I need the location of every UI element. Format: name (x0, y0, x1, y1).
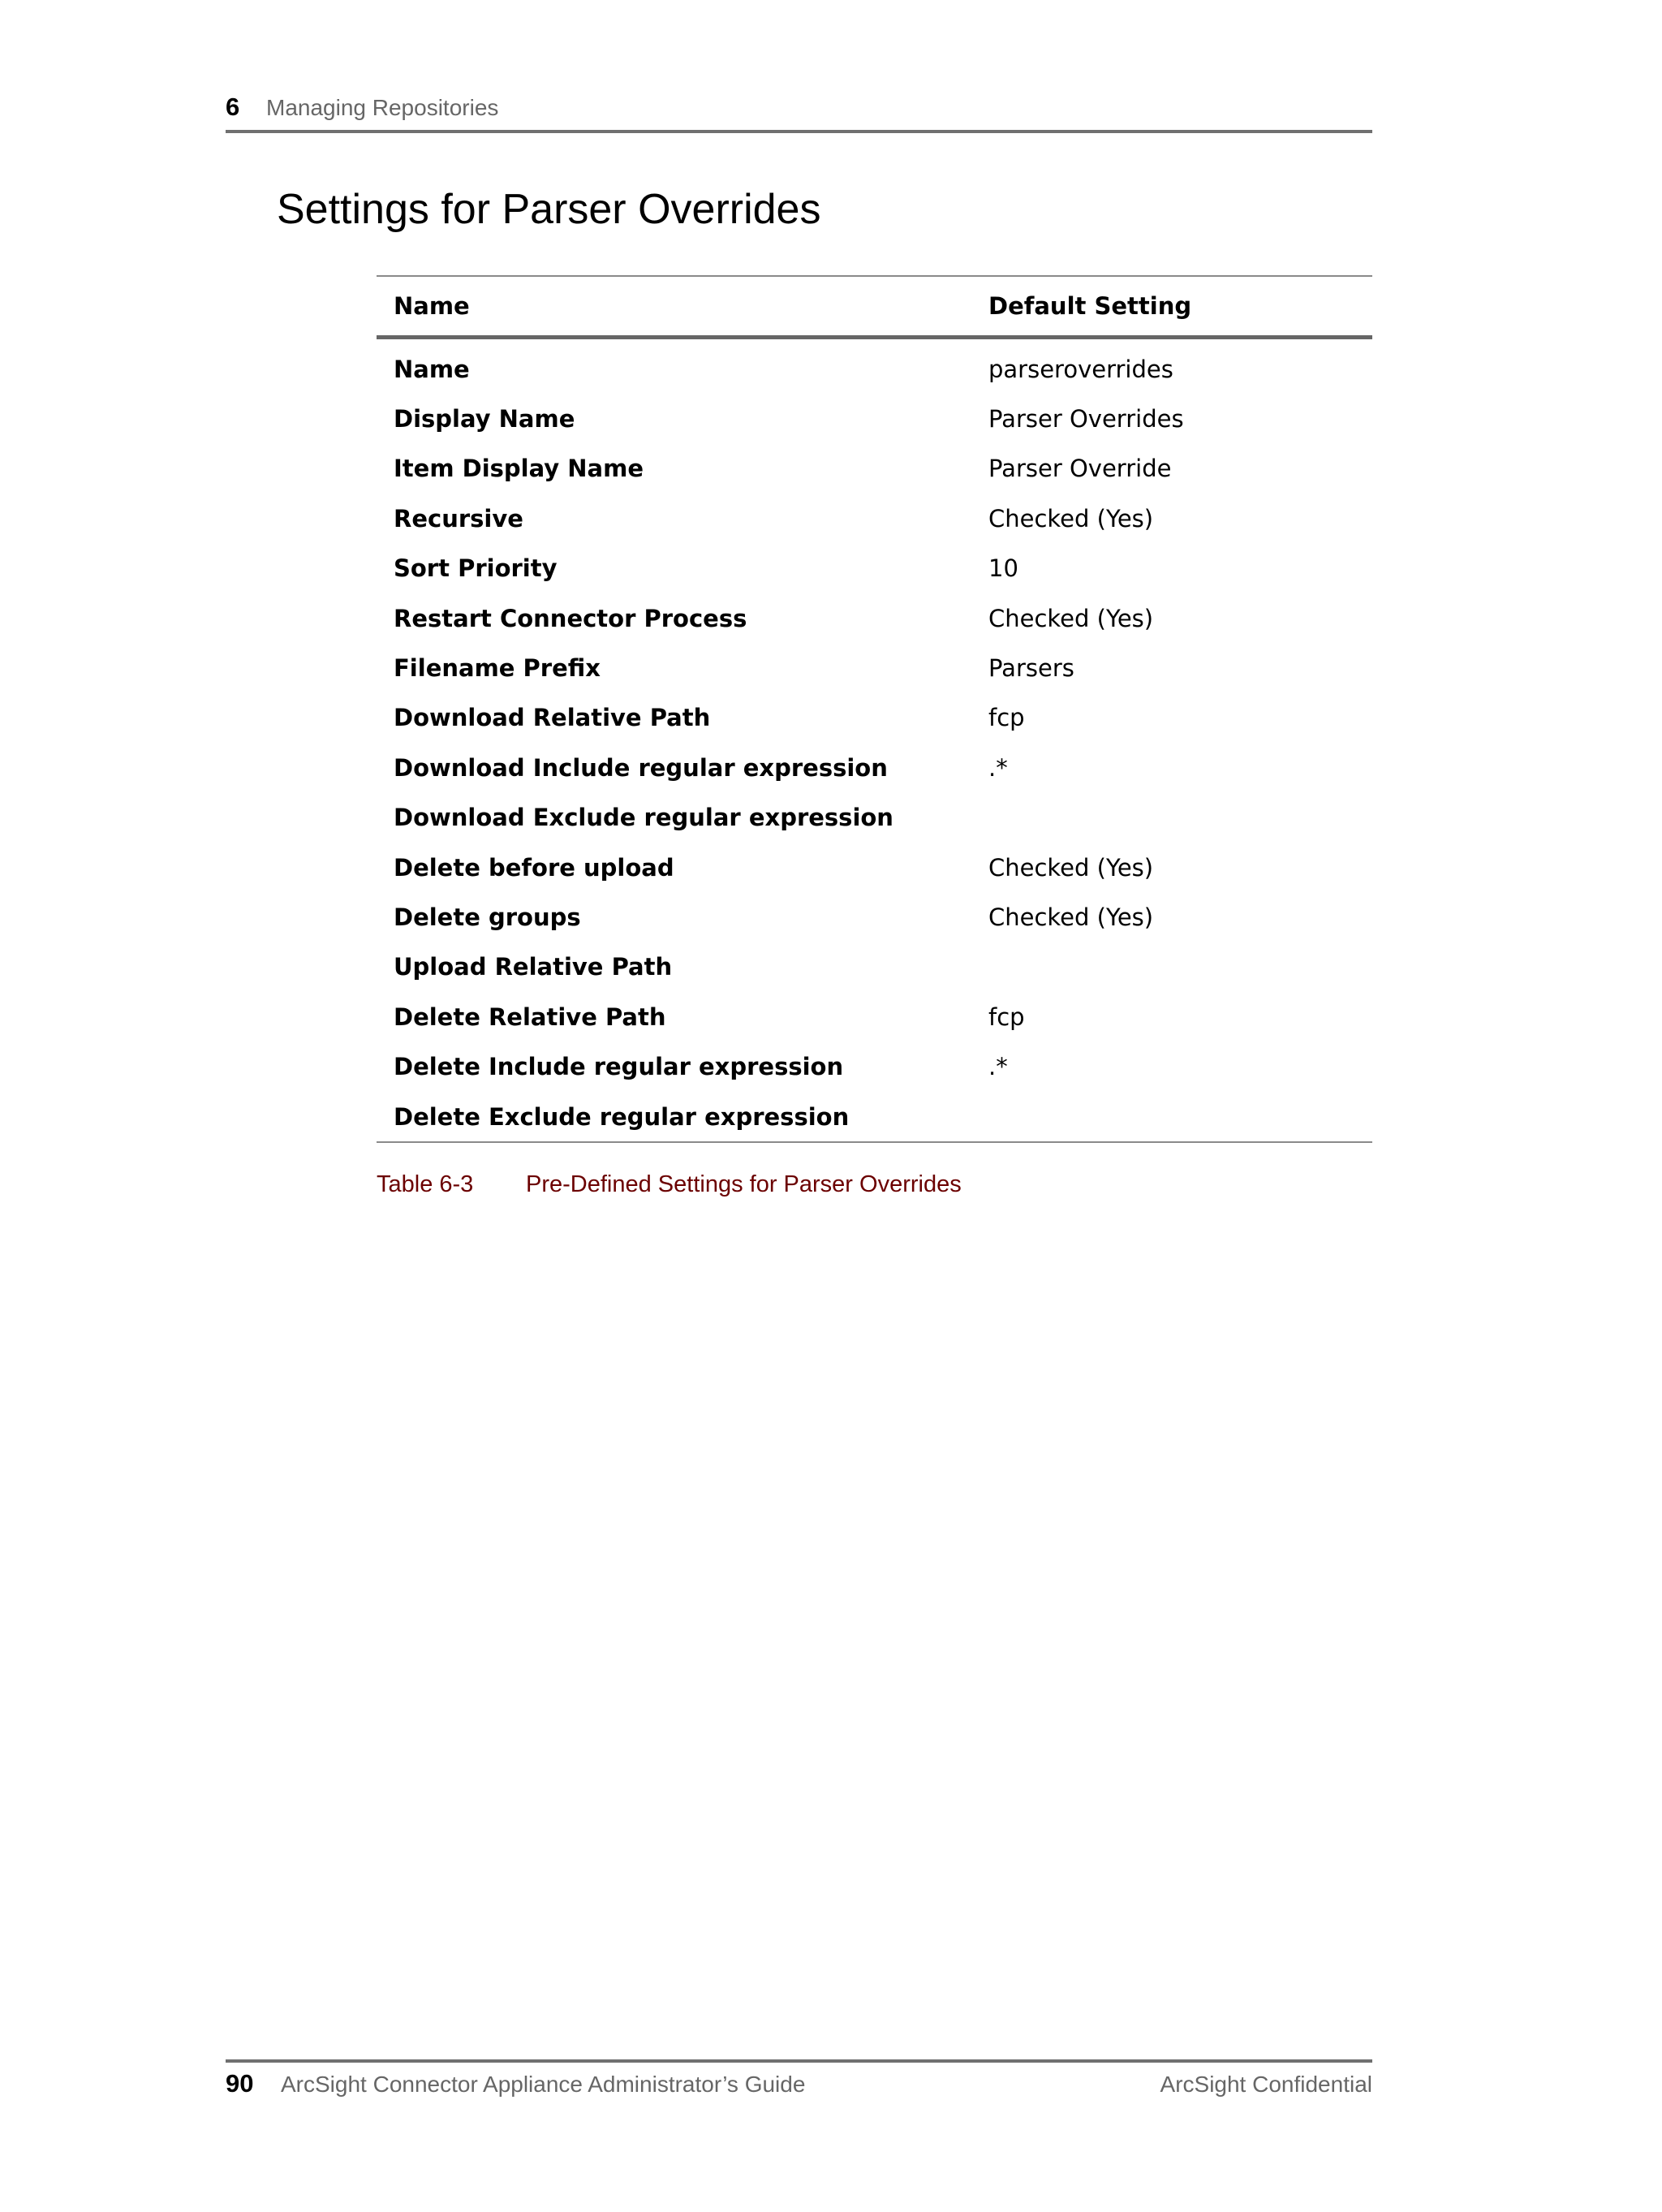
setting-default-value (988, 793, 1372, 843)
table-body (377, 338, 1372, 1143)
table-row (377, 892, 1372, 942)
page-number: 90 (226, 2069, 254, 2098)
setting-name: Upload Relative Path (394, 953, 673, 981)
page-footer (226, 2059, 1372, 2100)
setting-default-value: Checked (Yes) (988, 903, 1154, 931)
setting-name: Filename Prefix (394, 654, 601, 683)
page-header (226, 88, 1372, 133)
column-header-default-setting: Default Setting (988, 292, 1192, 320)
setting-name: Restart Connector Process (394, 604, 747, 632)
setting-name: Delete Exclude regular expression (394, 1102, 850, 1131)
setting-default-value: 10 (988, 554, 1018, 583)
table-row (377, 494, 1372, 543)
table-row (377, 593, 1372, 643)
table-row (377, 942, 1372, 992)
setting-name: Download Exclude regular expression (394, 804, 893, 832)
table-row (377, 643, 1372, 692)
table-row (377, 1092, 1372, 1142)
table-row (377, 544, 1372, 593)
setting-default-value: Checked (Yes) (988, 604, 1154, 632)
table-row (377, 843, 1372, 892)
setting-default-value (988, 1092, 1372, 1142)
setting-default-value: Checked (Yes) (988, 853, 1154, 882)
table-row (377, 444, 1372, 494)
table-header-row (377, 276, 1372, 338)
table-row (377, 793, 1372, 843)
setting-default-value: .* (988, 1053, 1008, 1081)
confidential-label: ArcSight Confidential (1160, 2072, 1372, 2097)
setting-default-value: Checked (Yes) (988, 504, 1154, 533)
table-row (377, 338, 1372, 395)
chapter-title: Managing Repositories (266, 95, 499, 120)
setting-name: Display Name (394, 405, 575, 433)
table-row (377, 992, 1372, 1041)
setting-name: Sort Priority (394, 554, 558, 583)
table-row (377, 1041, 1372, 1091)
setting-default-value: fcp (988, 704, 1025, 732)
setting-name: Download Relative Path (394, 704, 711, 732)
chapter-number: 6 (226, 93, 240, 121)
table-row (377, 743, 1372, 792)
setting-default-value: fcp (988, 1003, 1025, 1031)
setting-name: Name (394, 355, 470, 383)
setting-name: Delete Include regular expression (394, 1053, 844, 1081)
setting-default-value: .* (988, 753, 1008, 782)
setting-default-value (988, 942, 1372, 992)
section-title: Settings for Parser Overrides (277, 186, 821, 233)
setting-name: Delete groups (394, 903, 581, 931)
caption-text: Pre-Defined Settings for Parser Overrides (526, 1171, 962, 1197)
setting-default-value: Parser Override (988, 455, 1172, 483)
setting-name: Recursive (394, 504, 523, 533)
table-row (377, 394, 1372, 443)
setting-name: Delete before upload (394, 853, 674, 882)
setting-default-value: Parsers (988, 654, 1074, 683)
table-row (377, 693, 1372, 743)
caption-number: Table 6-3 (377, 1171, 474, 1197)
setting-default-value: Parser Overrides (988, 405, 1184, 433)
setting-name: Download Include regular expression (394, 753, 888, 782)
settings-table (377, 275, 1372, 1143)
setting-name: Item Display Name (394, 455, 644, 483)
column-header-name: Name (394, 292, 470, 320)
table-caption (377, 1171, 962, 1198)
setting-name: Delete Relative Path (394, 1003, 666, 1031)
guide-title: ArcSight Connector Appliance Administrator’s Guide (281, 2072, 806, 2097)
setting-default-value: parseroverrides (988, 355, 1173, 383)
